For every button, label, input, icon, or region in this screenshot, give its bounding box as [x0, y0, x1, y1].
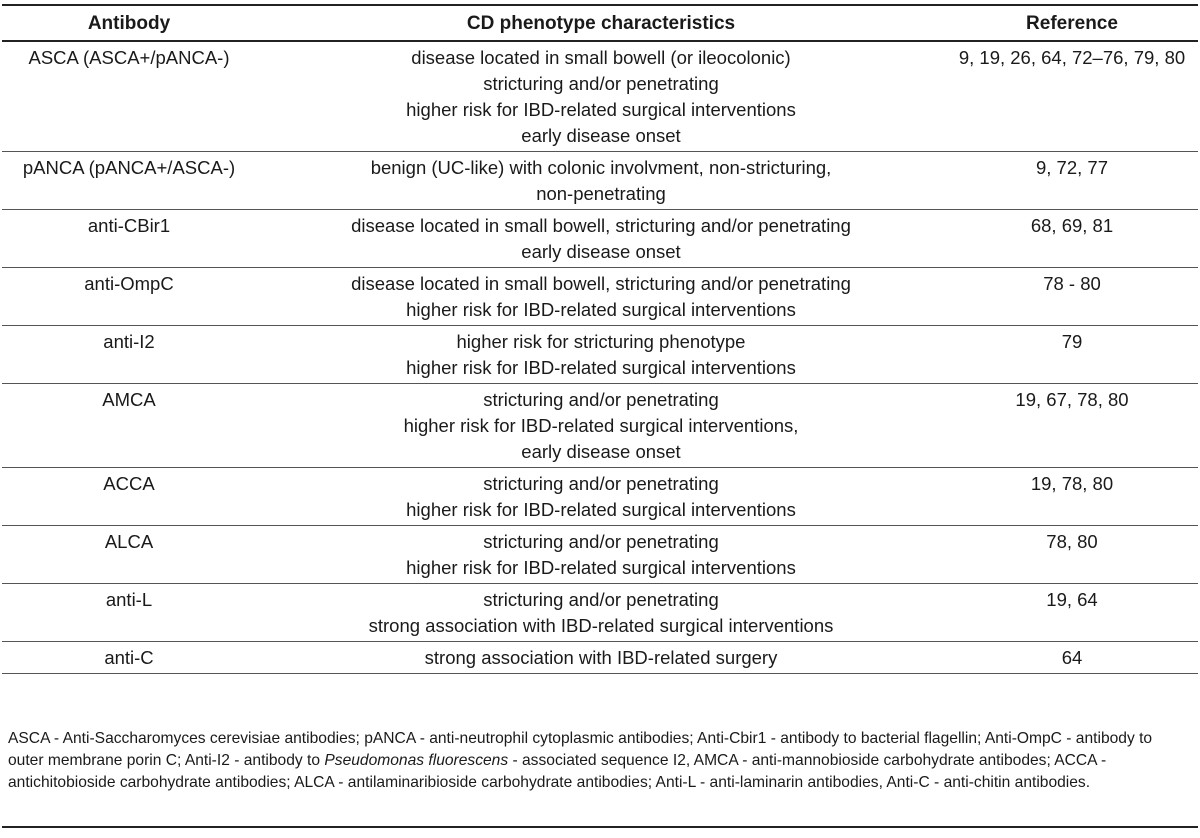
table-row [2, 326, 1198, 384]
antibody-cell: AMCA [2, 384, 256, 468]
reference-cell: 19, 64 [946, 584, 1198, 642]
header-phenotype: CD phenotype characteristics [256, 5, 946, 41]
header-antibody: Antibody [2, 5, 256, 41]
table-row [2, 642, 1198, 674]
phenotype-line: early disease onset [521, 125, 681, 146]
antibody-cell: anti-OmpC [2, 268, 256, 326]
antibody-table [2, 4, 1198, 674]
reference-cell: 19, 67, 78, 80 [946, 384, 1198, 468]
antibody-cell: anti-L [2, 584, 256, 642]
phenotype-line: stricturing and/or penetrating [483, 589, 719, 610]
phenotype-line: early disease onset [521, 441, 681, 462]
phenotype-line: higher risk for IBD-related surgical interventions [406, 557, 796, 578]
phenotype-line: stricturing and/or penetrating [483, 389, 719, 410]
reference-cell: 78 - 80 [946, 268, 1198, 326]
phenotype-line: early disease onset [521, 241, 681, 262]
phenotype-line: non-penetrating [536, 183, 666, 204]
phenotype-line: disease located in small bowell, stricturing and/or penetrating [351, 273, 851, 294]
table-row [2, 210, 1198, 268]
table-row [2, 526, 1198, 584]
phenotype-line: benign (UC-like) with colonic involvment, non-stricturing, [370, 157, 832, 178]
phenotype-line: higher risk for IBD-related surgical interventions [406, 299, 796, 320]
phenotype-line: higher risk for IBD-related surgical interventions [406, 499, 796, 520]
reference-cell: 68, 69, 81 [946, 210, 1198, 268]
phenotype-line: higher risk for stricturing phenotype [456, 331, 746, 352]
phenotype-line: disease located in small bowell, stricturing and/or penetrating [351, 215, 851, 236]
phenotype-line: stricturing and/or penetrating [483, 73, 719, 94]
reference-cell: 9, 72, 77 [946, 152, 1198, 210]
phenotype-cell [256, 268, 946, 326]
header-reference: Reference [946, 5, 1198, 41]
antibody-cell: ACCA [2, 468, 256, 526]
table-row [2, 468, 1198, 526]
reference-cell: 78, 80 [946, 526, 1198, 584]
reference-cell: 9, 19, 26, 64, 72–76, 79, 80 [946, 41, 1198, 152]
phenotype-cell [256, 210, 946, 268]
reference-cell: 64 [946, 642, 1198, 674]
phenotype-cell [256, 468, 946, 526]
table-row [2, 41, 1198, 152]
phenotype-cell [256, 152, 946, 210]
phenotype-cell [256, 584, 946, 642]
antibody-cell: anti-CBir1 [2, 210, 256, 268]
phenotype-line: higher risk for IBD-related surgical interventions [406, 357, 796, 378]
phenotype-cell [256, 41, 946, 152]
antibody-cell: pANCA (pANCA+/ASCA-) [2, 152, 256, 210]
table-row [2, 268, 1198, 326]
footnote-text-continued: - associated sequence I2, AMCA - anti-mannobioside carbohydrate antibodes; ACCA - antichitobioside carbohydrate antibodies; ALCA - antilaminaribioside carbohydrate antibodies; Anti-L - anti-laminarin antibodies, Anti-C - anti-chitin antibodies. [8, 752, 1107, 791]
header-row [2, 5, 1198, 41]
table-row [2, 384, 1198, 468]
antibody-cell: ASCA (ASCA+/pANCA-) [2, 41, 256, 152]
phenotype-cell [256, 642, 946, 674]
antibody-cell: anti-C [2, 642, 256, 674]
phenotype-line: strong association with IBD-related surgical interventions [368, 615, 834, 636]
phenotype-line: higher risk for IBD-related surgical interventions [406, 99, 796, 120]
phenotype-line: strong association with IBD-related surgery [424, 647, 778, 668]
table-body [2, 41, 1198, 674]
reference-cell: 19, 78, 80 [946, 468, 1198, 526]
phenotype-cell [256, 526, 946, 584]
phenotype-line: stricturing and/or penetrating [483, 473, 719, 494]
footnote [8, 728, 1188, 794]
antibody-cell: anti-I2 [2, 326, 256, 384]
phenotype-line: higher risk for IBD-related surgical interventions, [403, 415, 799, 436]
antibody-cell: ALCA [2, 526, 256, 584]
table-row [2, 152, 1198, 210]
table-row [2, 584, 1198, 642]
phenotype-cell [256, 384, 946, 468]
phenotype-cell [256, 326, 946, 384]
phenotype-line: disease located in small bowell (or ileocolonic) [411, 47, 791, 68]
bottom-rule [2, 826, 1198, 828]
phenotype-line: stricturing and/or penetrating [483, 531, 719, 552]
footnote-italic-species: Pseudomonas fluorescens [324, 752, 509, 769]
footnote-text: ASCA - Anti-Saccharomyces cerevisiae antibodies; pANCA - anti-neutrophil cytoplasmic antibodies; Anti-Cbir1 - antibody to bacterial flagellin; Anti-OmpC - antibody to outer membrane porin C; Anti-I2 - antibody to [8, 730, 1153, 769]
reference-cell: 79 [946, 326, 1198, 384]
